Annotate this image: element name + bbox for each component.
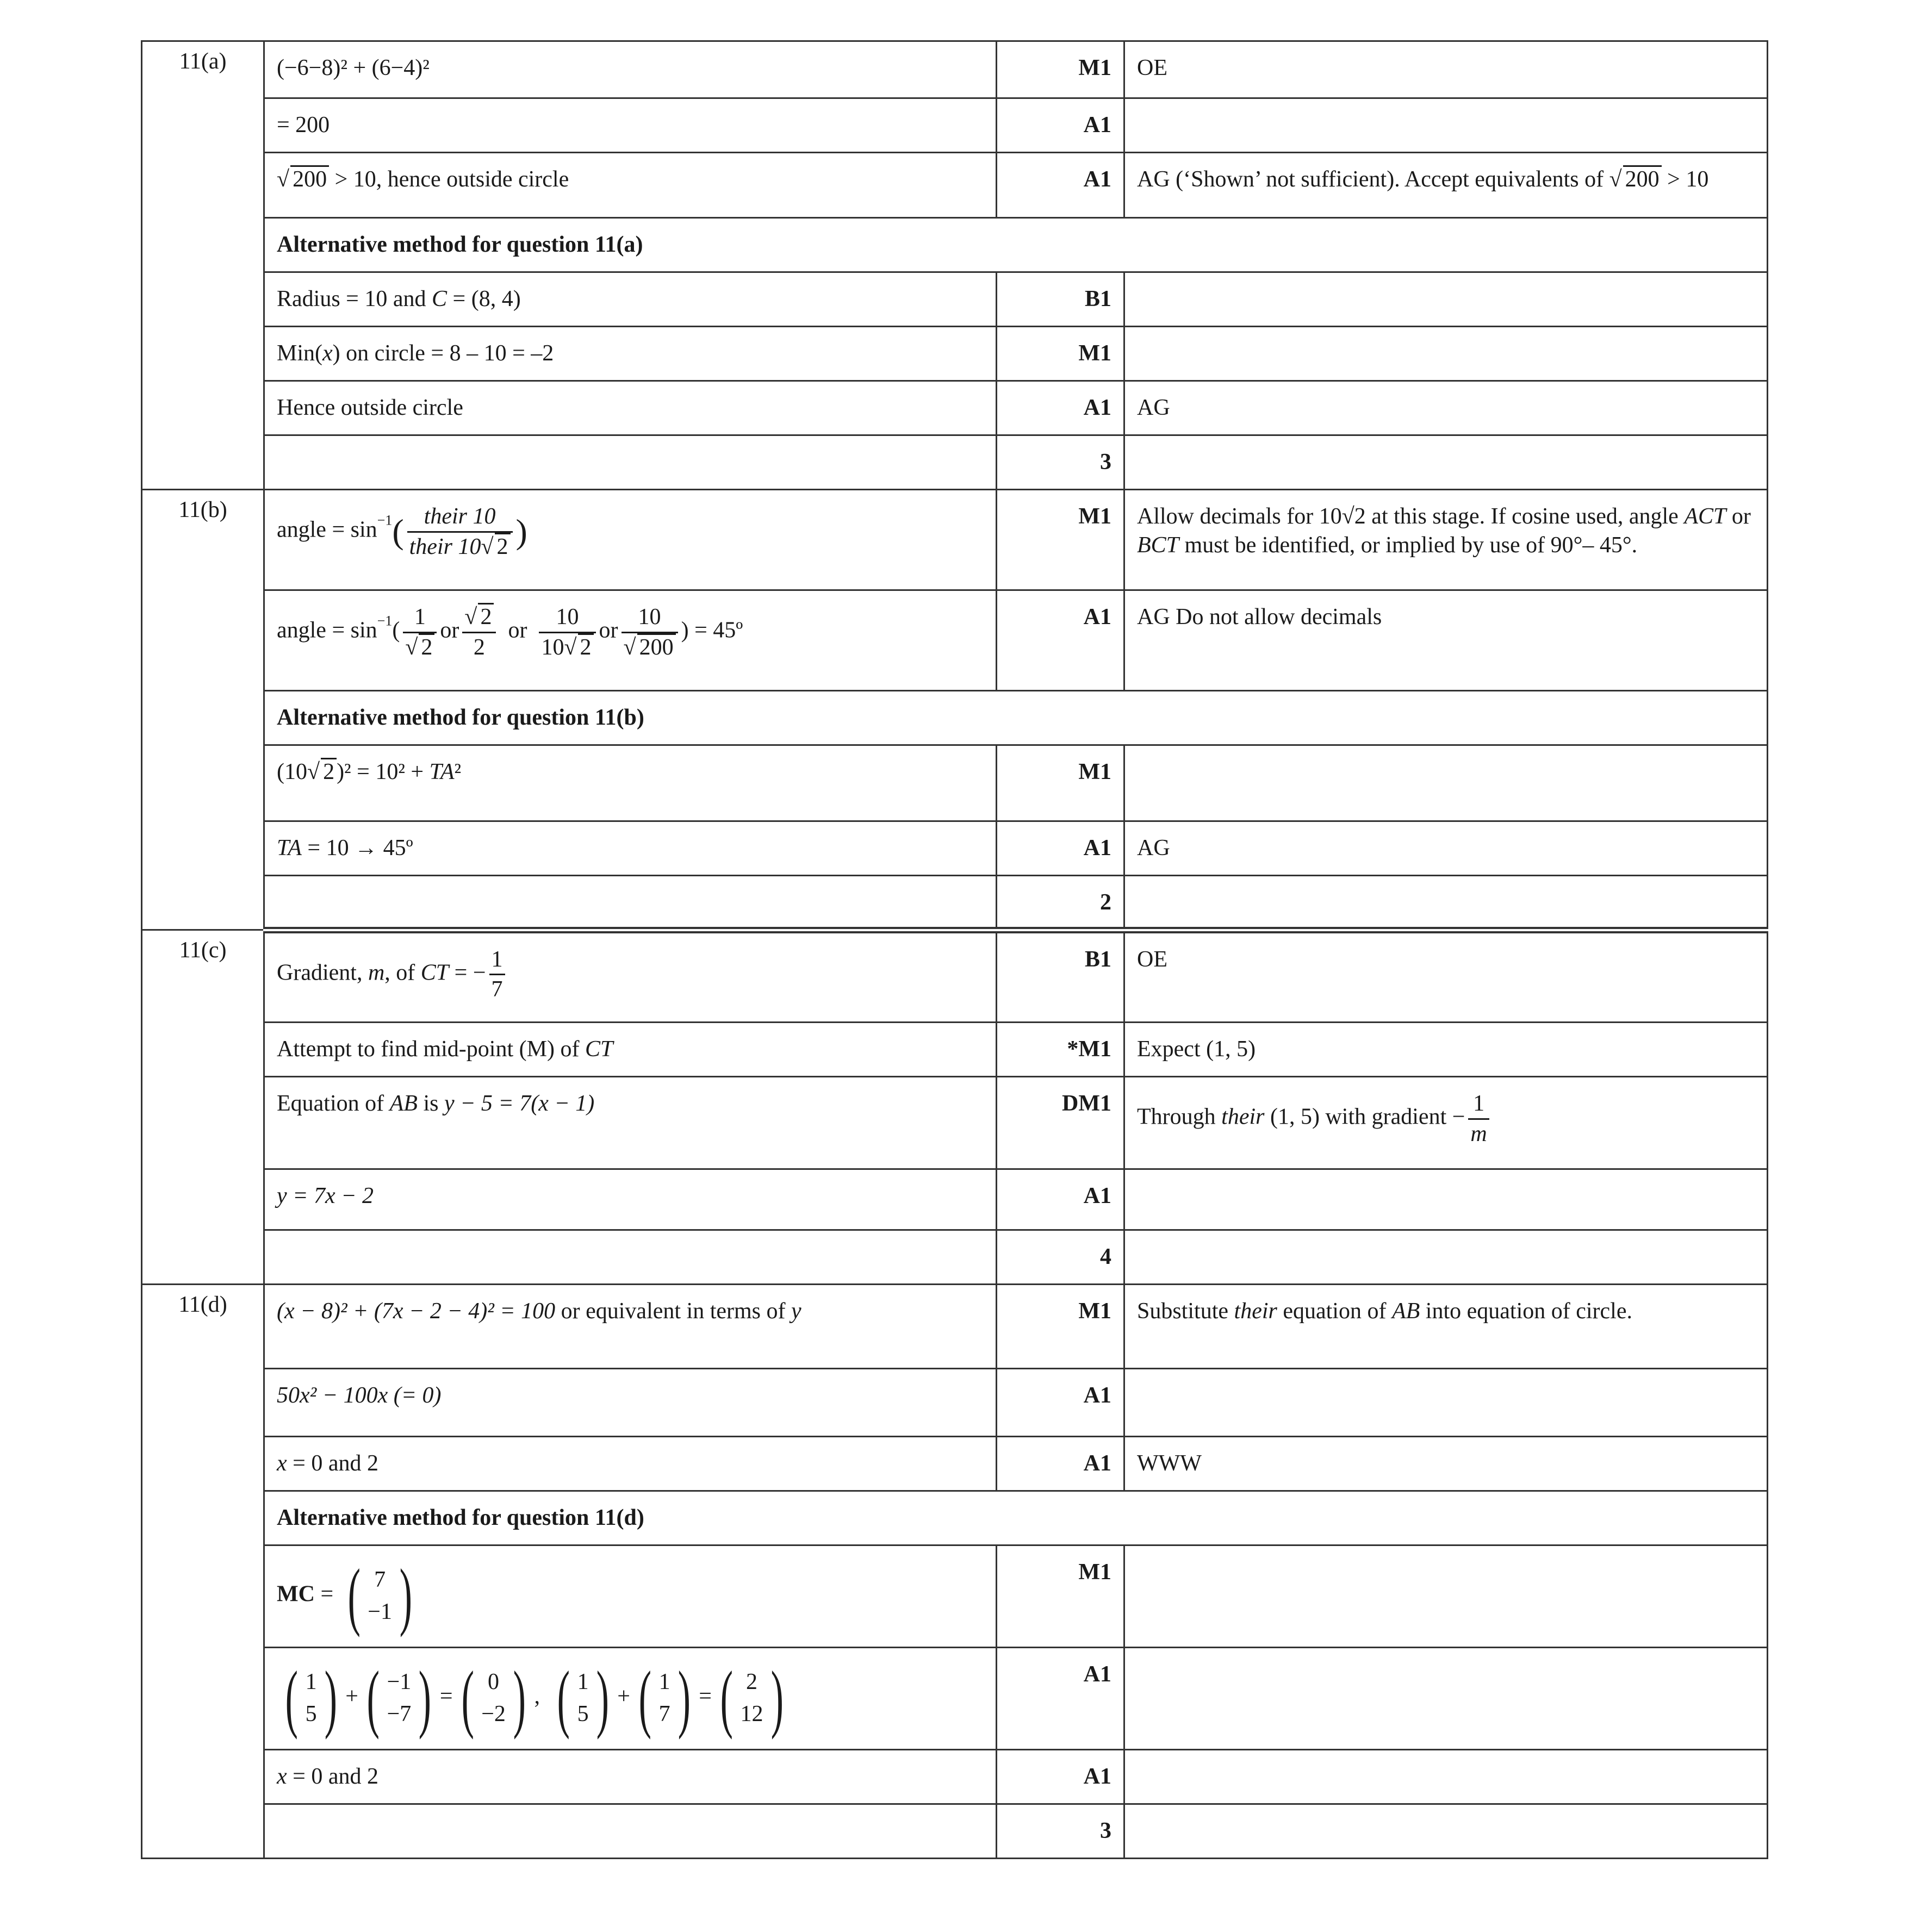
question-label-cell xyxy=(142,98,264,153)
guidance-cell: AG xyxy=(1124,821,1768,876)
guidance-cell xyxy=(1124,1545,1768,1648)
guidance-cell xyxy=(1124,1804,1768,1859)
question-label-cell xyxy=(142,218,264,272)
question-label: 11(a) xyxy=(142,41,264,98)
answer-cell: 50x² − 100x (= 0) xyxy=(264,1369,997,1437)
vector-label: MC xyxy=(277,1581,315,1607)
fraction: $\frac{1}{7}$ xyxy=(489,945,505,1004)
mark-cell: A1 xyxy=(997,1750,1124,1804)
answer-cell: Hence outside circle xyxy=(264,381,997,435)
question-label-cell xyxy=(142,821,264,876)
mark-cell: M1 xyxy=(997,490,1124,590)
table-row xyxy=(142,153,1768,218)
sqrt-expression: √ 200 xyxy=(277,165,329,194)
total-marks: 3 xyxy=(997,435,1124,490)
guidance-cell xyxy=(1124,1369,1768,1437)
guidance-cell: Substitute their equation of AB into equation of circle. xyxy=(1124,1285,1768,1369)
table-row xyxy=(142,435,1768,490)
answer-cell: Gradient, m, of CT = − $\frac{1}{7}$ xyxy=(264,930,997,1023)
table-row xyxy=(142,1169,1768,1230)
guidance-cell xyxy=(1124,1169,1768,1230)
total-marks: 3 xyxy=(997,1804,1124,1859)
answer-cell: MC = ( 7 −1 ) xyxy=(264,1545,997,1648)
mark-cell: M1 xyxy=(997,41,1124,98)
answer-cell xyxy=(264,1230,997,1285)
fraction: $\frac{1}{√ 2}$ xyxy=(403,603,437,662)
total-marks: 2 xyxy=(997,876,1124,930)
guidance-cell: Allow decimals for 10√2 at this stage. If cosine used, angle ACT or BCT must be identified, or implied by use of 90°– 45°. xyxy=(1124,490,1768,590)
column-vector: ( −1 −7 ) xyxy=(366,1656,432,1740)
alternative-method-heading: Alternative method for question 11(a) xyxy=(264,218,1768,272)
question-label-cell xyxy=(142,1750,264,1804)
question-label-cell xyxy=(142,1369,264,1437)
sqrt-expression: √ 200 xyxy=(1609,165,1662,194)
question-label-cell xyxy=(142,1545,264,1648)
question-label-cell xyxy=(142,1648,264,1750)
guidance-cell xyxy=(1124,153,1768,218)
table-row xyxy=(142,1750,1768,1804)
table-row xyxy=(142,490,1768,590)
question-label-cell xyxy=(142,590,264,691)
mark-cell: A1 xyxy=(997,1437,1124,1491)
guidance-cell xyxy=(1124,1750,1768,1804)
column-vector: ( 7 −1 ) xyxy=(347,1554,412,1638)
mark-cell: B1 xyxy=(997,272,1124,327)
guidance-cell: OE xyxy=(1124,41,1768,98)
question-label-cell xyxy=(142,435,264,490)
column-vector: ( 1 5 ) xyxy=(285,1656,337,1740)
table-row xyxy=(142,1023,1768,1077)
mark-cell: A1 xyxy=(997,1648,1124,1750)
answer-cell: (x − 8)² + (7x − 2 − 4)² = 100 or equivalent in terms of y xyxy=(264,1285,997,1369)
question-label-cell xyxy=(142,381,264,435)
answer-cell: angle = $\sin^{-1}$( $\frac{1}{√ 2}$ or $\frac{√ 2}{2}$ or $\frac{10}{10√ 2}$ or $\frac{10}{√ 200}$ ) = 45º xyxy=(264,590,997,691)
fraction: $\frac{√ 2}{2}$ xyxy=(462,603,496,662)
table-row xyxy=(142,930,1768,1023)
mark-cell: A1 xyxy=(997,1369,1124,1437)
table-row xyxy=(142,272,1768,327)
table-row xyxy=(142,218,1768,272)
question-label-cell xyxy=(142,745,264,821)
answer-cell: x = 0 and 2 xyxy=(264,1437,997,1491)
answer-cell: y = 7x − 2 xyxy=(264,1169,997,1230)
question-label-cell xyxy=(142,1077,264,1169)
column-vector: ( 0 −2 ) xyxy=(461,1656,526,1740)
total-marks: 4 xyxy=(997,1230,1124,1285)
column-vector: ( 1 5 ) xyxy=(557,1656,609,1740)
fraction: $\frac{10}{10√ 2}$ xyxy=(539,603,595,662)
mark-cell: DM1 xyxy=(997,1077,1124,1169)
guidance-cell: Through their (1, 5) with gradient − $\frac{1}{m}$ xyxy=(1124,1077,1768,1169)
table-row xyxy=(142,745,1768,821)
table-row xyxy=(142,1077,1768,1169)
table-row xyxy=(142,876,1768,930)
mark-cell: M1 xyxy=(997,1285,1124,1369)
table-row xyxy=(142,590,1768,691)
fraction: $\frac{10}{√ 200}$ xyxy=(622,603,678,662)
guidance-cell: OE xyxy=(1124,930,1768,1023)
table-row xyxy=(142,327,1768,381)
table-row xyxy=(142,1545,1768,1648)
answer-cell xyxy=(264,435,997,490)
question-label-cell xyxy=(142,1491,264,1545)
guidance-text: AG (‘Shown’ not sufficient). Accept equivalents of xyxy=(1137,167,1609,192)
column-vector: ( 2 12 ) xyxy=(720,1656,784,1740)
mark-cell: A1 xyxy=(997,153,1124,218)
table-row xyxy=(142,1230,1768,1285)
question-label-cell xyxy=(142,1230,264,1285)
mark-cell: M1 xyxy=(997,327,1124,381)
column-vector: ( 1 7 ) xyxy=(638,1656,691,1740)
question-label-cell xyxy=(142,1023,264,1077)
table-row xyxy=(142,1369,1768,1437)
answer-cell xyxy=(264,1804,997,1859)
table-row xyxy=(142,1437,1768,1491)
guidance-cell: WWW xyxy=(1124,1437,1768,1491)
answer-cell xyxy=(264,153,997,218)
table-row xyxy=(142,821,1768,876)
alternative-method-heading: Alternative method for question 11(d) xyxy=(264,1491,1768,1545)
answer-cell: TA = 10 → 45º xyxy=(264,821,997,876)
question-label-cell xyxy=(142,272,264,327)
table-row xyxy=(142,1285,1768,1369)
answer-expression: (−6−8)² + (6−4)² xyxy=(277,55,430,80)
question-label: 11(c) xyxy=(142,930,264,1023)
table-row xyxy=(142,1804,1768,1859)
question-label-cell xyxy=(142,1169,264,1230)
fraction: $\frac{1}{m}$ xyxy=(1468,1089,1489,1148)
answer-cell: Radius = 10 and C = (8, 4) xyxy=(264,272,997,327)
mark-cell: A1 xyxy=(997,98,1124,153)
guidance-cell xyxy=(1124,327,1768,381)
question-label-cell xyxy=(142,1804,264,1859)
answer-text: > 10, hence outside circle xyxy=(329,167,569,192)
guidance-cell xyxy=(1124,876,1768,930)
question-label-cell xyxy=(142,1437,264,1491)
guidance-cell: AG xyxy=(1124,381,1768,435)
table-row xyxy=(142,1491,1768,1545)
guidance-cell: AG Do not allow decimals xyxy=(1124,590,1768,691)
answer-cell: Min(x) on circle = 8 – 10 = –2 xyxy=(264,327,997,381)
guidance-cell xyxy=(1124,745,1768,821)
table-row xyxy=(142,691,1768,745)
guidance-cell xyxy=(1124,98,1768,153)
guidance-cell: Expect (1, 5) xyxy=(1124,1023,1768,1077)
guidance-cell xyxy=(1124,435,1768,490)
answer-cell: = 200 xyxy=(264,98,997,153)
mark-cell: A1 xyxy=(997,590,1124,691)
answer-cell: Attempt to find mid-point (M) of CT xyxy=(264,1023,997,1077)
answer-cell: x = 0 and 2 xyxy=(264,1750,997,1804)
mark-cell: M1 xyxy=(997,745,1124,821)
table-row xyxy=(142,1648,1768,1750)
question-label-cell xyxy=(142,153,264,218)
answer-cell: Equation of AB is y − 5 = 7(x − 1) xyxy=(264,1077,997,1169)
mark-cell: A1 xyxy=(997,381,1124,435)
question-label: 11(d) xyxy=(142,1285,264,1369)
answer-cell xyxy=(264,876,997,930)
answer-cell: angle = $\sin^{-1}$( $\frac{\text{their 10}}{\text{their 10√ 2}}$ ) xyxy=(264,490,997,590)
guidance-cell xyxy=(1124,1230,1768,1285)
question-label-cell xyxy=(142,876,264,930)
answer-cell: (10√ 2)² = 10² + TA² xyxy=(264,745,997,821)
table-row xyxy=(142,98,1768,153)
table-row xyxy=(142,381,1768,435)
fraction: $\frac{\text{their 10}}{\text{their 10√ 2}}$ xyxy=(407,502,513,561)
mark-cell: *M1 xyxy=(997,1023,1124,1077)
question-label: 11(b) xyxy=(142,490,264,590)
answer-cell xyxy=(264,41,997,98)
guidance-cell xyxy=(1124,272,1768,327)
mark-cell: A1 xyxy=(997,821,1124,876)
mark-scheme-table xyxy=(141,40,1768,1859)
table-row xyxy=(142,41,1768,98)
mark-cell: M1 xyxy=(997,1545,1124,1648)
mark-cell: A1 xyxy=(997,1169,1124,1230)
mark-cell: B1 xyxy=(997,930,1124,1023)
alternative-method-heading: Alternative method for question 11(b) xyxy=(264,691,1768,745)
question-label-cell xyxy=(142,327,264,381)
question-label-cell xyxy=(142,691,264,745)
guidance-cell xyxy=(1124,1648,1768,1750)
guidance-text: > 10 xyxy=(1661,167,1709,192)
answer-cell: ( 1 5 ) + ( −1 −7 ) = ( 0 −2 ) , ( 1 5 ) + ( 1 7 ) = ( 2 12 ) xyxy=(264,1648,997,1750)
